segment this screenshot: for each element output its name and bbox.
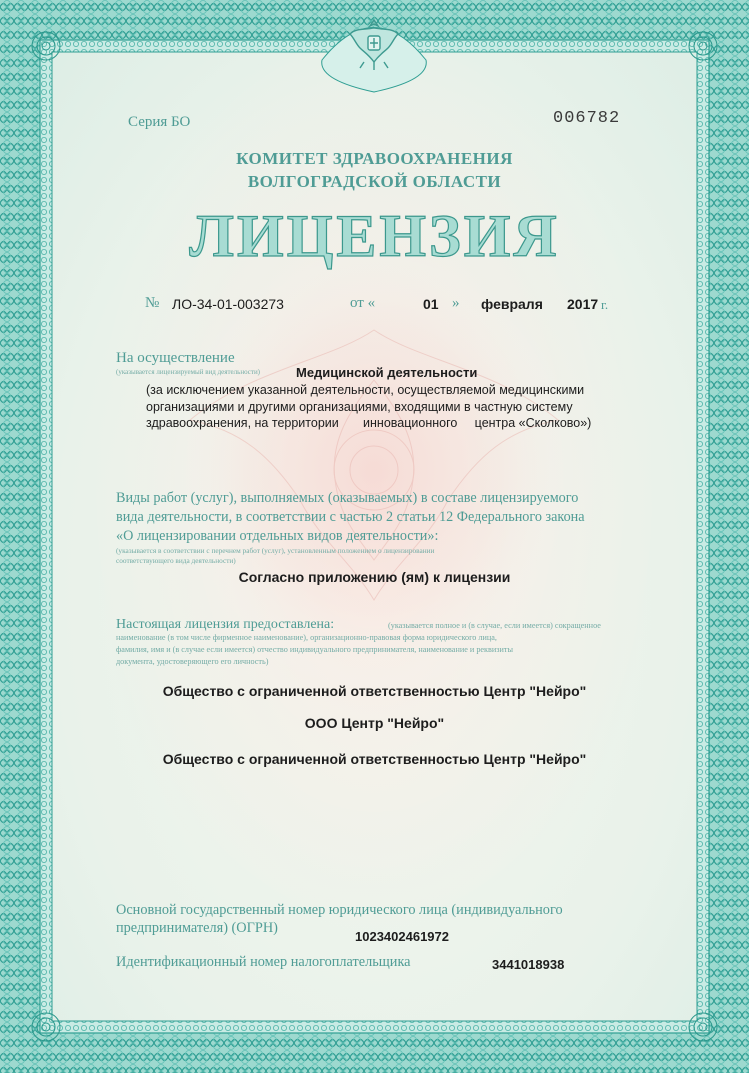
- works-label-line1: Виды работ (услуг), выполняемых (оказываемых) в составе лицензируемого: [116, 490, 579, 506]
- ogrn-label-line1: Основной государственный номер юридического лица (индивидуального: [116, 902, 563, 918]
- coat-of-arms-icon: [342, 12, 406, 76]
- activity-hint: (указывается лицензируемый вид деятельности): [116, 368, 261, 376]
- holder-short-name: ООО Центр "Нейро": [304, 715, 445, 731]
- issuer-line2: ВОЛГОГРАДСКОЙ ОБЛАСТИ: [247, 172, 502, 191]
- license-number: ЛО-34-01-003273: [172, 296, 284, 312]
- date-year: 2017: [567, 296, 599, 312]
- document-title: ЛИЦЕНЗИЯ: [189, 203, 560, 269]
- ogrn-label-line2: предпринимателя) (ОГРН): [116, 920, 278, 936]
- series-label: Серия БО: [128, 114, 191, 130]
- works-hint-line2: соответствующего вида деятельности): [116, 556, 236, 565]
- activity-note-line3: здравоохранения, на территории инновационного центра «Сколково»): [146, 416, 592, 430]
- date-from-label: от «: [350, 295, 376, 311]
- holder-hint-line4: документа, удостоверяющего его личность): [116, 657, 269, 666]
- date-month: февраля: [481, 296, 543, 312]
- license-number-label: №: [145, 295, 160, 311]
- holder-full-name: Общество с ограниченной ответственностью Центр "Нейро": [162, 683, 587, 699]
- holder-label: Настоящая лицензия предоставлена:: [116, 617, 335, 632]
- date-day: 01: [423, 296, 439, 312]
- works-label-line2: вида деятельности, в соответствии с частью 2 статьи 12 Федерального закона: [116, 509, 585, 525]
- date-close-quote: »: [452, 295, 460, 311]
- holder-hint-line2: наименование (в том числе фирменное наименование), организационно-правовая форма юридического лица,: [116, 633, 497, 642]
- works-label-line3: «О лицензировании отдельных видов деятельности»:: [116, 528, 439, 544]
- inn-label: Идентификационный номер налогоплательщика: [116, 954, 411, 970]
- activity-label: На осуществление: [116, 350, 235, 366]
- inn-value: 3441018938: [492, 957, 565, 972]
- holder-hint-line1: (указывается полное и (в случае, если имеется) сокращенное: [388, 621, 601, 630]
- activity-value: Медицинской деятельности: [296, 365, 478, 380]
- activity-note-line1: (за исключением указанной деятельности, осуществляемой медицинскими: [146, 383, 585, 397]
- ogrn-value: 1023402461972: [355, 929, 449, 944]
- issuer-line1: КОМИТЕТ ЗДРАВООХРАНЕНИЯ: [236, 149, 513, 168]
- activity-note-line2: организациями и другими организациями, входящими в частную систему: [146, 400, 573, 414]
- date-year-suffix: г.: [601, 297, 609, 312]
- works-hint-line1: (указывается в соответствии с перечнем работ (услуг), установленным положением о лицензировании: [116, 546, 435, 555]
- form-number: 006782: [553, 109, 621, 128]
- holder-brand-name: Общество с ограниченной ответственностью Центр "Нейро": [162, 751, 587, 767]
- works-value: Согласно приложению (ям) к лицензии: [238, 569, 511, 585]
- holder-hint-line3: фамилия, имя и (в случае если имеется) отчество индивидуального предпринимателя, наименование и реквизиты: [116, 645, 513, 654]
